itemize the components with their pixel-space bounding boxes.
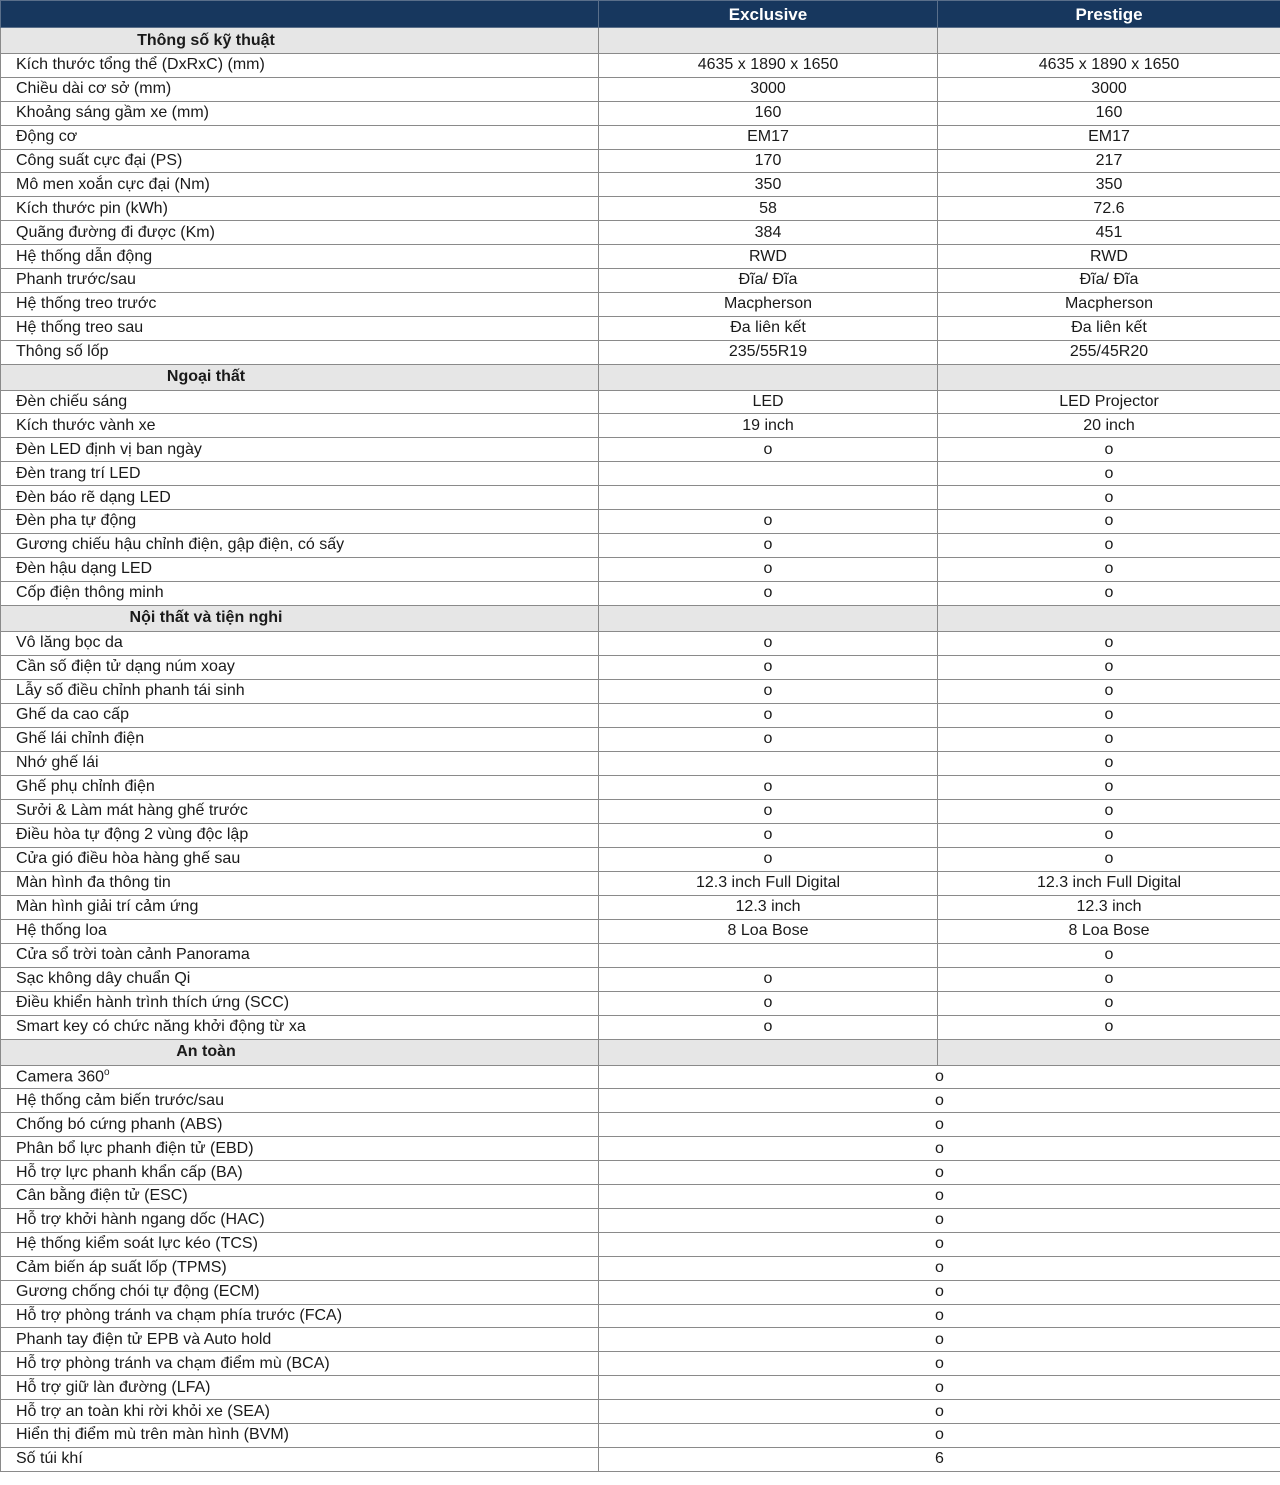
spec-value-exclusive: o bbox=[599, 727, 938, 751]
spec-label-cell bbox=[1, 533, 599, 557]
spec-value-prestige: Đĩa/ Đĩa bbox=[938, 269, 1280, 293]
spec-row bbox=[1, 967, 1280, 991]
spec-label: Kích thước tổng thể (DxRxC) (mm) bbox=[16, 56, 265, 74]
spec-label-cell bbox=[1, 245, 599, 269]
spec-value-shared: o bbox=[599, 1232, 1280, 1256]
spec-label-cell bbox=[1, 1256, 599, 1280]
spec-row bbox=[1, 727, 1280, 751]
spec-label-cell bbox=[1, 775, 599, 799]
spec-label: Kích thước pin (kWh) bbox=[16, 199, 168, 217]
spec-label: Thông số lốp bbox=[16, 343, 109, 361]
spec-value-shared: o bbox=[599, 1161, 1280, 1185]
spec-label-cell bbox=[1, 967, 599, 991]
spec-row bbox=[1, 510, 1280, 534]
spec-label-cell bbox=[1, 438, 599, 462]
spec-label: Hiển thị điểm mù trên màn hình (BVM) bbox=[16, 1426, 289, 1444]
spec-value-exclusive: Đĩa/ Đĩa bbox=[599, 269, 938, 293]
spec-value-exclusive: 3000 bbox=[599, 77, 938, 101]
spec-label-cell bbox=[1, 1352, 599, 1376]
spec-label-cell bbox=[1, 197, 599, 221]
spec-row bbox=[1, 655, 1280, 679]
spec-value-shared: o bbox=[599, 1256, 1280, 1280]
spec-label-cell bbox=[1, 655, 599, 679]
spec-value-exclusive bbox=[599, 462, 938, 486]
section-title-cell bbox=[1, 1039, 599, 1065]
spec-row bbox=[1, 1089, 1280, 1113]
spec-value-exclusive: o bbox=[599, 991, 938, 1015]
spec-value-exclusive: Đa liên kết bbox=[599, 316, 938, 340]
spec-value-prestige: o bbox=[938, 533, 1280, 557]
spec-row bbox=[1, 269, 1280, 293]
spec-value-shared: o bbox=[599, 1185, 1280, 1209]
spec-value-shared: o bbox=[599, 1352, 1280, 1376]
spec-label-cell bbox=[1, 679, 599, 703]
spec-row bbox=[1, 462, 1280, 486]
spec-value-exclusive: o bbox=[599, 967, 938, 991]
spec-value-shared: 6 bbox=[599, 1447, 1280, 1471]
spec-label: Kích thước vành xe bbox=[16, 416, 156, 434]
spec-value-exclusive: RWD bbox=[599, 245, 938, 269]
spec-value-exclusive: 235/55R19 bbox=[599, 340, 938, 364]
spec-value-exclusive: o bbox=[599, 655, 938, 679]
spec-value-exclusive bbox=[599, 751, 938, 775]
spec-value-prestige: 12.3 inch bbox=[938, 895, 1280, 919]
spec-label: Đèn trang trí LED bbox=[16, 464, 141, 482]
spec-label: Đèn chiếu sáng bbox=[16, 393, 128, 411]
spec-label-cell bbox=[1, 292, 599, 316]
spec-value-shared: o bbox=[599, 1113, 1280, 1137]
spec-value-prestige: o bbox=[938, 1015, 1280, 1039]
spec-label: Hỗ trợ phòng tránh va chạm điểm mù (BCA) bbox=[16, 1354, 330, 1372]
section-header bbox=[1, 1039, 1280, 1065]
spec-value-prestige: o bbox=[938, 438, 1280, 462]
spec-label-cell bbox=[1, 1161, 599, 1185]
spec-label: Phanh tay điện tử EPB và Auto hold bbox=[16, 1330, 272, 1348]
spec-table-body bbox=[1, 28, 1280, 1472]
spec-row bbox=[1, 292, 1280, 316]
spec-value-prestige: o bbox=[938, 557, 1280, 581]
spec-label: Ghế phụ chỉnh điện bbox=[16, 778, 155, 796]
spec-label-cell bbox=[1, 101, 599, 125]
spec-value-shared: o bbox=[599, 1280, 1280, 1304]
spec-label: Chống bó cứng phanh (ABS) bbox=[16, 1115, 223, 1133]
spec-label: Gương chiếu hậu chỉnh điện, gập điện, có sấy bbox=[16, 536, 345, 554]
spec-label: Điều khiển hành trình thích ứng (SCC) bbox=[16, 994, 290, 1012]
spec-row bbox=[1, 77, 1280, 101]
spec-label-cell bbox=[1, 823, 599, 847]
spec-label: Nhớ ghế lái bbox=[16, 754, 99, 772]
spec-label-cell bbox=[1, 1232, 599, 1256]
spec-label: Hệ thống loa bbox=[16, 922, 107, 940]
spec-row bbox=[1, 54, 1280, 78]
spec-label-cell bbox=[1, 871, 599, 895]
spec-row bbox=[1, 991, 1280, 1015]
spec-label: Công suất cực đại (PS) bbox=[16, 152, 183, 169]
spec-label: Hỗ trợ an toàn khi rời khỏi xe (SEA) bbox=[16, 1402, 270, 1420]
spec-value-exclusive: 58 bbox=[599, 197, 938, 221]
spec-value-exclusive: o bbox=[599, 1015, 938, 1039]
spec-row bbox=[1, 1208, 1280, 1232]
spec-value-prestige: 160 bbox=[938, 101, 1280, 125]
spec-value-prestige: o bbox=[938, 943, 1280, 967]
section-header bbox=[1, 28, 1280, 54]
spec-value-shared: o bbox=[599, 1328, 1280, 1352]
spec-value-prestige: 20 inch bbox=[938, 414, 1280, 438]
spec-value-exclusive: Macpherson bbox=[599, 292, 938, 316]
spec-value-shared: o bbox=[599, 1376, 1280, 1400]
degree-superscript: o bbox=[104, 1067, 110, 1079]
spec-value-exclusive bbox=[599, 943, 938, 967]
spec-label-cell bbox=[1, 943, 599, 967]
spec-label-cell bbox=[1, 1447, 599, 1471]
spec-label: Hệ thống treo trước bbox=[16, 295, 157, 313]
spec-row bbox=[1, 1280, 1280, 1304]
spec-label: Vô lăng bọc da bbox=[16, 634, 123, 652]
section-header bbox=[1, 364, 1280, 390]
spec-value-prestige: 8 Loa Bose bbox=[938, 919, 1280, 943]
spec-value-prestige: 255/45R20 bbox=[938, 340, 1280, 364]
spec-value-prestige: 4635 x 1890 x 1650 bbox=[938, 54, 1280, 78]
spec-value-prestige: o bbox=[938, 751, 1280, 775]
header-row bbox=[1, 1, 1280, 28]
header-exclusive: Exclusive bbox=[599, 1, 938, 28]
spec-row bbox=[1, 486, 1280, 510]
spec-value-prestige: EM17 bbox=[938, 125, 1280, 149]
spec-row bbox=[1, 679, 1280, 703]
spec-label: Phanh trước/sau bbox=[16, 271, 136, 289]
spec-value-prestige: 3000 bbox=[938, 77, 1280, 101]
spec-value-exclusive: 384 bbox=[599, 221, 938, 245]
spec-label-cell bbox=[1, 390, 599, 414]
spec-row bbox=[1, 823, 1280, 847]
spec-row bbox=[1, 533, 1280, 557]
spec-value-prestige: o bbox=[938, 631, 1280, 655]
spec-value-exclusive bbox=[599, 486, 938, 510]
section-title: Ngoại thất bbox=[166, 368, 246, 386]
section-title: Thông số kỹ thuật bbox=[137, 31, 275, 49]
spec-value-exclusive: o bbox=[599, 823, 938, 847]
spec-row bbox=[1, 340, 1280, 364]
spec-label: Quãng đường đi được (Km) bbox=[16, 223, 215, 241]
spec-label-cell bbox=[1, 1065, 599, 1089]
spec-label-cell bbox=[1, 510, 599, 534]
section-title: An toàn bbox=[176, 1043, 236, 1061]
spec-label: Hỗ trợ lực phanh khẩn cấp (BA) bbox=[16, 1163, 243, 1181]
spec-row bbox=[1, 1015, 1280, 1039]
spec-label: Gương chống chói tự động (ECM) bbox=[16, 1283, 260, 1301]
spec-row bbox=[1, 414, 1280, 438]
spec-label: Đèn báo rẽ dạng LED bbox=[16, 488, 171, 506]
spec-label: Cần số điện tử dạng núm xoay bbox=[16, 658, 235, 676]
spec-row bbox=[1, 775, 1280, 799]
spec-label-cell bbox=[1, 1400, 599, 1424]
spec-label: Hỗ trợ khởi hành ngang dốc (HAC) bbox=[16, 1211, 265, 1229]
spec-label-cell bbox=[1, 581, 599, 605]
spec-row bbox=[1, 1232, 1280, 1256]
spec-label: Hệ thống dẫn động bbox=[16, 247, 153, 265]
spec-row bbox=[1, 173, 1280, 197]
spec-value-exclusive: o bbox=[599, 510, 938, 534]
spec-label-cell bbox=[1, 895, 599, 919]
spec-value-exclusive: o bbox=[599, 631, 938, 655]
spec-value-prestige: o bbox=[938, 486, 1280, 510]
spec-value-exclusive: 4635 x 1890 x 1650 bbox=[599, 54, 938, 78]
spec-value-prestige: o bbox=[938, 727, 1280, 751]
spec-label: Đèn LED định vị ban ngày bbox=[16, 440, 202, 458]
spec-value-exclusive: o bbox=[599, 438, 938, 462]
header-prestige: Prestige bbox=[938, 1, 1280, 28]
spec-value-shared: o bbox=[599, 1423, 1280, 1447]
spec-label-cell bbox=[1, 1280, 599, 1304]
section-blank-cell bbox=[938, 1039, 1280, 1065]
spec-row bbox=[1, 943, 1280, 967]
spec-value-shared: o bbox=[599, 1065, 1280, 1089]
spec-row bbox=[1, 1447, 1280, 1471]
spec-label: Số túi khí bbox=[16, 1450, 83, 1468]
spec-label-cell bbox=[1, 799, 599, 823]
spec-label-cell bbox=[1, 991, 599, 1015]
section-blank-cell bbox=[599, 364, 938, 390]
spec-label: Cửa gió điều hòa hàng ghế sau bbox=[16, 850, 241, 868]
spec-row bbox=[1, 1161, 1280, 1185]
spec-value-prestige: 12.3 inch Full Digital bbox=[938, 871, 1280, 895]
spec-label-cell bbox=[1, 1113, 599, 1137]
spec-value-exclusive: LED bbox=[599, 390, 938, 414]
spec-row bbox=[1, 1423, 1280, 1447]
spec-label-cell bbox=[1, 847, 599, 871]
spec-label: Hệ thống cảm biến trước/sau bbox=[16, 1091, 224, 1109]
spec-label-cell bbox=[1, 486, 599, 510]
spec-label-cell bbox=[1, 173, 599, 197]
spec-row bbox=[1, 101, 1280, 125]
spec-row bbox=[1, 245, 1280, 269]
spec-label: Hỗ trợ giữ làn đường (LFA) bbox=[16, 1378, 211, 1396]
spec-value-shared: o bbox=[599, 1208, 1280, 1232]
section-blank-cell bbox=[599, 28, 938, 54]
spec-label-cell bbox=[1, 125, 599, 149]
section-title-cell bbox=[1, 364, 599, 390]
spec-row bbox=[1, 125, 1280, 149]
header-label-col bbox=[1, 1, 599, 28]
spec-label: Ghế da cao cấp bbox=[16, 706, 129, 724]
section-blank-cell bbox=[599, 605, 938, 631]
spec-value-prestige: o bbox=[938, 823, 1280, 847]
spec-label-cell bbox=[1, 269, 599, 293]
section-title-cell bbox=[1, 28, 599, 54]
spec-value-exclusive: o bbox=[599, 581, 938, 605]
spec-row bbox=[1, 1185, 1280, 1209]
section-blank-cell bbox=[938, 28, 1280, 54]
spec-label: Sạc không dây chuẩn Qi bbox=[16, 970, 191, 988]
spec-value-shared: o bbox=[599, 1089, 1280, 1113]
spec-row bbox=[1, 847, 1280, 871]
spec-label: Mô men xoắn cực đại (Nm) bbox=[16, 175, 210, 193]
spec-label: Cửa sổ trời toàn cảnh Panorama bbox=[16, 946, 250, 964]
spec-label: Màn hình giải trí cảm ứng bbox=[16, 898, 199, 916]
spec-value-prestige: RWD bbox=[938, 245, 1280, 269]
spec-label-cell bbox=[1, 919, 599, 943]
spec-label: Hỗ trợ phòng tránh va chạm phía trước (FCA) bbox=[16, 1306, 343, 1324]
spec-value-prestige: o bbox=[938, 991, 1280, 1015]
spec-value-prestige: o bbox=[938, 703, 1280, 727]
section-header bbox=[1, 605, 1280, 631]
spec-value-prestige: 350 bbox=[938, 173, 1280, 197]
spec-label: Sưởi & Làm mát hàng ghế trước bbox=[16, 802, 248, 820]
spec-label: Hệ thống kiểm soát lực kéo (TCS) bbox=[16, 1235, 258, 1253]
spec-row bbox=[1, 919, 1280, 943]
spec-row bbox=[1, 197, 1280, 221]
spec-label-cell bbox=[1, 77, 599, 101]
spec-label-cell bbox=[1, 1089, 599, 1113]
spec-row bbox=[1, 1328, 1280, 1352]
spec-value-exclusive: o bbox=[599, 679, 938, 703]
spec-row bbox=[1, 557, 1280, 581]
spec-label: Smart key có chức năng khởi động từ xa bbox=[16, 1018, 306, 1036]
spec-row bbox=[1, 1113, 1280, 1137]
spec-row bbox=[1, 799, 1280, 823]
section-title: Nội thất và tiện nghi bbox=[129, 609, 283, 627]
spec-label-cell bbox=[1, 1328, 599, 1352]
spec-value-exclusive: 12.3 inch bbox=[599, 895, 938, 919]
spec-label: Đèn hậu dạng LED bbox=[16, 560, 153, 578]
spec-value-prestige: o bbox=[938, 775, 1280, 799]
spec-row bbox=[1, 149, 1280, 173]
spec-value-prestige: o bbox=[938, 581, 1280, 605]
spec-label: Màn hình đa thông tin bbox=[16, 874, 171, 892]
spec-row bbox=[1, 1400, 1280, 1424]
spec-row bbox=[1, 1137, 1280, 1161]
section-blank-cell bbox=[938, 605, 1280, 631]
spec-value-prestige: Đa liên kết bbox=[938, 316, 1280, 340]
spec-value-exclusive: o bbox=[599, 847, 938, 871]
spec-label-cell bbox=[1, 751, 599, 775]
spec-value-prestige: 72.6 bbox=[938, 197, 1280, 221]
spec-label: Động cơ bbox=[16, 128, 78, 146]
spec-label: Hệ thống treo sau bbox=[16, 319, 144, 337]
spec-value-prestige: o bbox=[938, 799, 1280, 823]
spec-value-prestige: o bbox=[938, 679, 1280, 703]
spec-value-exclusive: 19 inch bbox=[599, 414, 938, 438]
spec-label-cell bbox=[1, 727, 599, 751]
spec-label-cell bbox=[1, 414, 599, 438]
spec-row bbox=[1, 1256, 1280, 1280]
spec-value-exclusive: o bbox=[599, 775, 938, 799]
spec-value-prestige: o bbox=[938, 655, 1280, 679]
spec-label: Phân bổ lực phanh điện tử (EBD) bbox=[16, 1139, 254, 1157]
spec-row bbox=[1, 1376, 1280, 1400]
section-blank-cell bbox=[599, 1039, 938, 1065]
spec-value-prestige: o bbox=[938, 462, 1280, 486]
spec-row bbox=[1, 581, 1280, 605]
spec-value-exclusive: o bbox=[599, 533, 938, 557]
spec-label-cell bbox=[1, 1304, 599, 1328]
spec-value-prestige: 217 bbox=[938, 149, 1280, 173]
spec-row bbox=[1, 751, 1280, 775]
spec-value-prestige: o bbox=[938, 510, 1280, 534]
spec-label: Đèn pha tự động bbox=[16, 512, 137, 530]
spec-row bbox=[1, 316, 1280, 340]
spec-value-shared: o bbox=[599, 1304, 1280, 1328]
spec-label-cell bbox=[1, 149, 599, 173]
section-blank-cell bbox=[938, 364, 1280, 390]
spec-label: Ghế lái chỉnh điện bbox=[16, 730, 145, 748]
spec-label-cell bbox=[1, 316, 599, 340]
spec-label-cell bbox=[1, 1376, 599, 1400]
spec-row bbox=[1, 871, 1280, 895]
section-title-cell bbox=[1, 605, 599, 631]
spec-value-exclusive: EM17 bbox=[599, 125, 938, 149]
spec-value-exclusive: o bbox=[599, 557, 938, 581]
spec-label: Cốp điện thông minh bbox=[16, 584, 164, 602]
spec-label: Điều hòa tự động 2 vùng độc lập bbox=[16, 826, 249, 844]
spec-value-exclusive: 12.3 inch Full Digital bbox=[599, 871, 938, 895]
spec-row bbox=[1, 1304, 1280, 1328]
spec-label-cell bbox=[1, 54, 599, 78]
spec-value-prestige: 451 bbox=[938, 221, 1280, 245]
spec-value-prestige: Macpherson bbox=[938, 292, 1280, 316]
spec-value-exclusive: 160 bbox=[599, 101, 938, 125]
spec-label: Chiều dài cơ sở (mm) bbox=[16, 80, 172, 98]
spec-value-prestige: o bbox=[938, 967, 1280, 991]
spec-value-exclusive: 350 bbox=[599, 173, 938, 197]
spec-label: Cảm biến áp suất lốp (TPMS) bbox=[16, 1259, 227, 1277]
spec-label-cell bbox=[1, 1015, 599, 1039]
spec-label-cell bbox=[1, 1423, 599, 1447]
spec-value-prestige: LED Projector bbox=[938, 390, 1280, 414]
spec-label-cell bbox=[1, 1185, 599, 1209]
spec-value-exclusive: o bbox=[599, 799, 938, 823]
spec-label-cell bbox=[1, 557, 599, 581]
spec-label-cell bbox=[1, 703, 599, 727]
spec-label-cell bbox=[1, 462, 599, 486]
spec-row bbox=[1, 1352, 1280, 1376]
spec-label-cell bbox=[1, 221, 599, 245]
spec-row bbox=[1, 703, 1280, 727]
spec-row bbox=[1, 631, 1280, 655]
spec-value-exclusive: 170 bbox=[599, 149, 938, 173]
spec-row bbox=[1, 390, 1280, 414]
spec-label: Khoảng sáng gầm xe (mm) bbox=[16, 104, 209, 122]
spec-label-cell bbox=[1, 631, 599, 655]
spec-label: Cân bằng điện tử (ESC) bbox=[16, 1187, 188, 1205]
spec-value-prestige: o bbox=[938, 847, 1280, 871]
spec-label: Camera 360 bbox=[16, 1068, 105, 1086]
spec-row bbox=[1, 1065, 1280, 1089]
spec-label-cell bbox=[1, 1137, 599, 1161]
spec-row bbox=[1, 895, 1280, 919]
spec-value-exclusive: o bbox=[599, 703, 938, 727]
spec-value-shared: o bbox=[599, 1400, 1280, 1424]
spec-label: Lẫy số điều chỉnh phanh tái sinh bbox=[16, 682, 245, 700]
spec-label-cell bbox=[1, 340, 599, 364]
spec-row bbox=[1, 221, 1280, 245]
spec-value-shared: o bbox=[599, 1137, 1280, 1161]
spec-label-cell bbox=[1, 1208, 599, 1232]
spec-row bbox=[1, 438, 1280, 462]
spec-value-exclusive: 8 Loa Bose bbox=[599, 919, 938, 943]
